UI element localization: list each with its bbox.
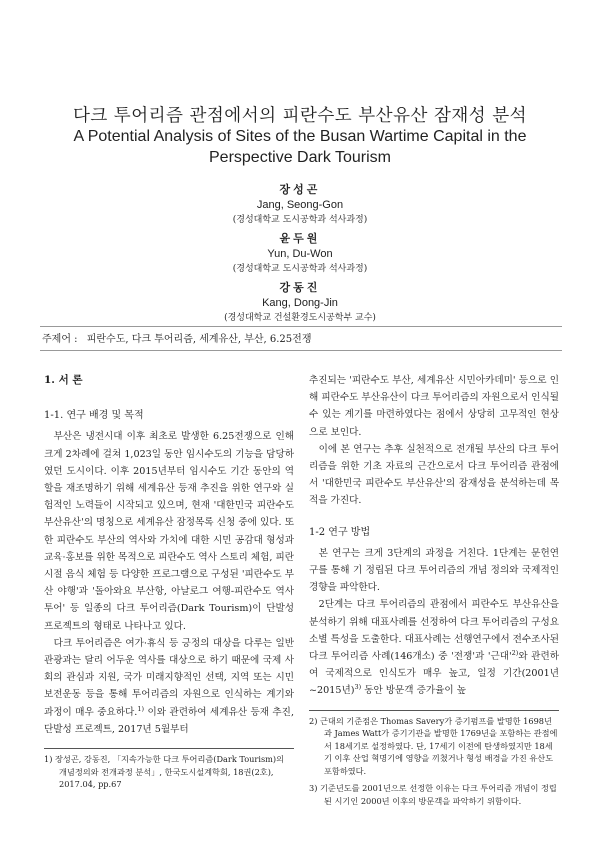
subsection-heading: 1-2 연구 방법 [309, 526, 371, 538]
footnote-divider [309, 710, 559, 711]
author-block [0, 182, 600, 329]
left-column [44, 372, 294, 796]
section-heading: 1. 서 론 [44, 374, 83, 386]
body-paragraph: 추진되는 '피란수도 부산, 세계유산 시민아카데미' 등으로 인해 피란수도 부산유산이 다크 투어리즘의 자원으로서 인식될 수 있는 계기를 마련하였다는 점에서 상당히 고무적인 현상으로 보인다. [309, 375, 559, 438]
body-text: 동안 방문객 증가율이 높 [361, 685, 467, 697]
body-text: 와 관련하여 국제적으로 인식도가 매우 높고, 일정 기간(2001년~2015년) [309, 651, 559, 697]
author-name-en: Jang, Seong-Gon [256, 199, 344, 211]
subsection-heading: 1-1. 연구 배경 및 목적 [44, 410, 144, 422]
body-paragraph: 본 연구는 크게 3단계의 과정을 거친다. 1단계는 문헌연구를 통해 기 정립된 다크 투어리즘의 개념 정의와 국제적인 경향을 파악한다. [309, 547, 559, 594]
author-3 [0, 280, 600, 325]
footnote-ref: 2) [511, 648, 519, 657]
author-1 [0, 182, 600, 227]
author-affiliation: (경성대학교 도시공학과 석사과정) [232, 215, 368, 225]
footnote-divider [44, 748, 294, 749]
keywords-bar [40, 326, 562, 351]
footnote: 2) 근대의 기준점은 Thomas Savery가 증기펌프를 발명한 1698년과 James Watt가 증기기관을 발명한 1769년을 포함하는 관점에서 18세기로 설정하였다. 단, 17세기 이전에 탄생하였지만 18세기 이후 산업 혁명기에 영향을 끼쳤거나 형성 배경을 가진 유산도 포함하였다. [309, 715, 558, 776]
author-name-en: Kang, Dong-Jin [262, 297, 338, 309]
author-affiliation: (경성대학교 건설환경도시공학부 교수) [224, 313, 376, 323]
body-paragraph [309, 596, 559, 699]
author-name-ko: 강동진 [279, 281, 321, 294]
author-2 [0, 231, 600, 276]
author-name-ko: 윤두원 [279, 232, 321, 245]
body-text: 2단계는 다크 투어리즘의 관점에서 피란수도 부산유산을 분석하기 위해 대표사례를 선정하여 다크 투어리즘의 구성요소별 특성을 도출한다. 대표사례는 선행연구에서 전수조사된 다크 투어리즘 사례(146개소) 중 '전쟁'과 '근대' [309, 599, 559, 663]
footnote-ref: 3) [354, 683, 362, 692]
keywords-text: 피란수도, 다크 투어리즘, 세계유산, 부산, 6.25전쟁 [86, 334, 312, 345]
body-paragraph [44, 635, 294, 738]
keywords-label: 주제어 : [42, 334, 78, 345]
body-paragraph: 부산은 냉전시대 이후 최초로 발생한 6.25전쟁으로 인해 크게 2차례에 걸쳐 1,023일 동안 임시수도의 기능을 담당하였던 도시이다. 이후 2015년부터 임시수도 기간 동안의 역할을 재조명하기 위해 세계유산 등재 추진을 위한 연구와 실험적인 노력들이 시작되고 있으며, 현재 '대한민국 피란수도 부산유산'의 명칭으로 세계유산 잠정목록 신청 중에 있다. 또한 피란수도 부산의 역사와 가치에 대한 시민 공감대 형성과 교육·홍보를 위한 목적으로 피란수도 역사 스토리 체험, 피란시절 음식 체험 등 다양한 프로그램으로 구성된 '피란수도 부산 야행'과 '돌아와요 부산항, 아날로그 여행-피란수도 역사 투어' 등 일종의 다크 투어리즘(Dark Tourism)이 단발성 프로젝트의 형태로 나타나고 있다. [44, 431, 294, 632]
body-paragraph: 이에 본 연구는 추후 실천적으로 전개될 부산의 다크 투어리즘을 위한 기초 자료의 근간으로서 다크 투어리즘 관점에서 '대한민국 피란수도 부산유산'의 잠재성을 분석하는데 목적을 가진다. [309, 443, 559, 507]
footnote: 1) 장성곤, 강동진, 「지속가능한 다크 투어리즘(Dark Tourism)의 개념정의와 전개과정 분석」, 한국도시설계학회, 18권(2호), 2017.04, pp.67 [44, 754, 285, 790]
footnote: 3) 기준년도를 2001년으로 선정한 이유는 다크 투어리즘 개념이 정립된 시기인 2000년 이후의 방문객을 파악하기 위함이다. [309, 783, 557, 806]
author-name-ko: 장성곤 [279, 183, 321, 196]
footnote-ref: 1) [137, 704, 145, 713]
title-korean: 다크 투어리즘 관점에서의 피란수도 부산유산 잠재성 분석 [72, 106, 528, 126]
author-affiliation: (경성대학교 도시공학과 석사과정) [232, 264, 368, 274]
body-text: 다크 투어리즘은 여가·휴식 등 긍정의 대상을 다루는 일반 관광과는 달리 어두운 역사를 대상으로 하기 때문에 국제 사회의 관심과 지원, 국가 미래지향적인 선택, 지역 또는 시민보전운동 등을 통해 투어리즘의 자원으로 인식하는 계기와 과정이 매우 중요하다. [44, 637, 294, 718]
author-name-en: Yun, Du-Won [267, 248, 333, 260]
body-text: 이와 관련하여 세계유산 등재 추진, 단발성 프로젝트, 2017년 5월부터 [44, 706, 295, 735]
title-english: A Potential Analysis of Sites of the Busan Wartime Capital in the Perspective Dark Tourism [73, 128, 527, 166]
right-column [309, 372, 559, 812]
